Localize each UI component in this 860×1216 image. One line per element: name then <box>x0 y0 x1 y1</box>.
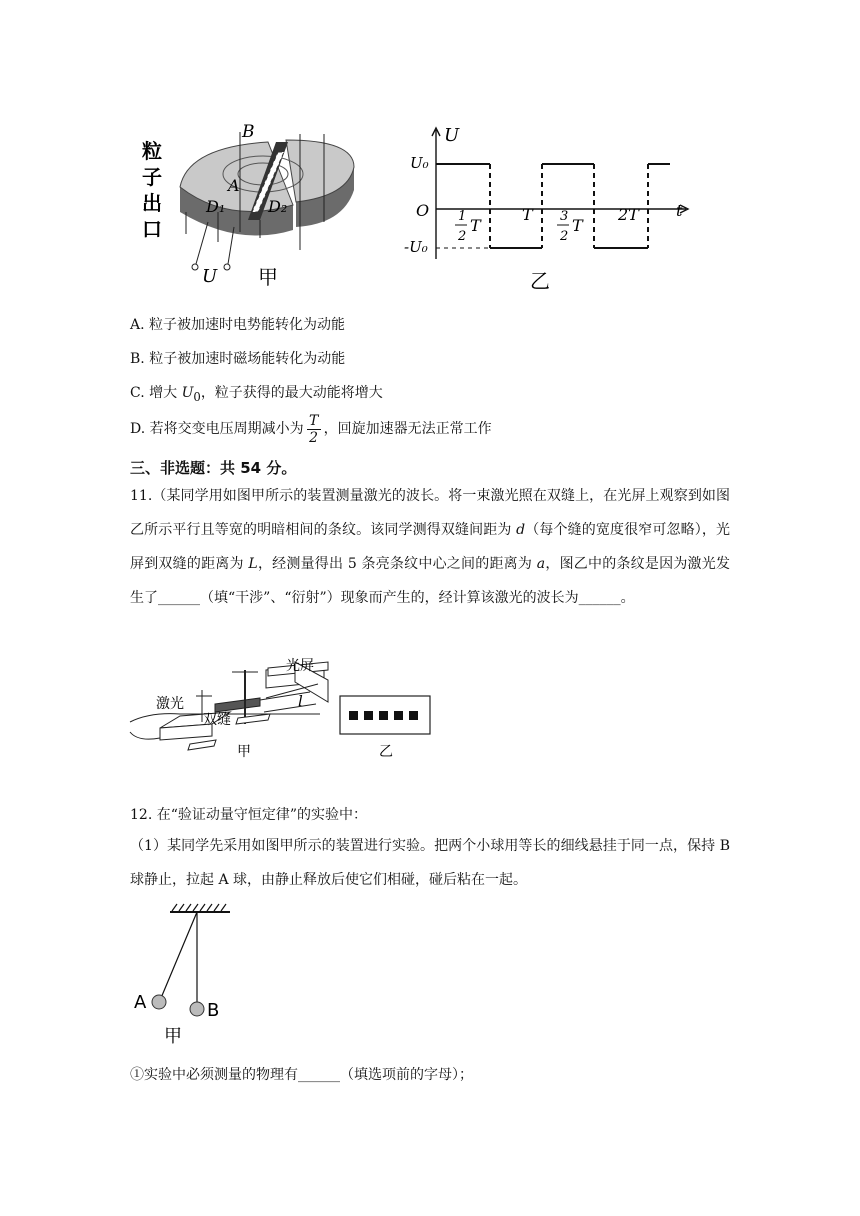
q11-var-L: L <box>248 556 258 572</box>
option-d-pre: 若将交变电压周期减小为 <box>149 421 304 437</box>
terminal <box>192 264 198 270</box>
ceiling-hatch <box>172 904 226 911</box>
option-c-pre: 增大 <box>149 385 182 401</box>
fringe-bright <box>394 711 403 720</box>
label-screen: 光屏 <box>286 658 314 674</box>
caption-yi-laser: 乙 <box>379 744 393 760</box>
option-b-text: 粒子被加速时磁场能转化为动能 <box>149 351 346 367</box>
tick-three-T: T <box>572 216 583 235</box>
cyclotron-figure <box>128 112 398 297</box>
option-c-sub: 0 <box>193 389 201 404</box>
label-U0: U₀ <box>410 154 429 172</box>
q11-var-d: d <box>516 522 526 538</box>
option-c <box>130 383 383 407</box>
tick-2T: 2T <box>618 205 639 224</box>
pendulum-figure <box>130 898 240 1048</box>
label-B: B <box>242 122 255 142</box>
option-a <box>130 315 345 335</box>
option-a-text: 粒子被加速时电势能转化为动能 <box>149 317 346 333</box>
caption-jia: 甲 <box>258 265 278 289</box>
tick-T: T <box>522 205 533 224</box>
q11-blank-2[interactable]: ______ <box>578 590 621 606</box>
tick-three-num: 3 <box>560 209 569 224</box>
q11-var-a: a <box>536 556 546 572</box>
label-laser: 激光 <box>156 696 184 712</box>
option-c-post: ，粒子获得的最大动能将增大 <box>200 385 383 401</box>
wire <box>196 222 208 264</box>
origin-label: O <box>416 201 430 220</box>
option-b <box>130 349 345 369</box>
tick-half-T: T <box>470 216 481 235</box>
q12-part1: （1）某同学先采用如图甲所示的装置进行实验。把两个小球用等长的细线悬挂于同一点，保持 B 球静止，拉起 A 球，由静止释放后使它们相碰，碰后粘在一起。 <box>130 838 730 888</box>
fringe-bright <box>364 711 373 720</box>
slit-base <box>236 714 270 724</box>
option-d <box>130 410 492 448</box>
fringe-bright <box>379 711 388 720</box>
frac-numerator: T <box>308 412 319 429</box>
tick-three-den: 2 <box>560 229 569 244</box>
outlet-label-1: 粒 <box>142 139 162 163</box>
q11-seg2: （每个缝的宽度很窄可忽略），光屏到双缝的距离为 <box>130 522 731 572</box>
q11-number: 11. <box>130 488 153 504</box>
label-D1: D₁ <box>206 197 226 216</box>
option-d-letter: D. <box>130 421 146 437</box>
outlet-label-4: 口 <box>142 217 162 241</box>
label-D2: D₂ <box>268 197 288 216</box>
string-a <box>161 912 197 998</box>
caption-jia-laser: 甲 <box>237 744 251 760</box>
terminal <box>224 264 230 270</box>
slit-holder <box>215 698 260 712</box>
rail <box>264 704 316 712</box>
outlet-label-2: 子 <box>142 165 162 189</box>
q11-seg4: ，图乙中的条纹是因为激光发生了 <box>130 556 730 606</box>
label-neg-U0: -U₀ <box>404 238 428 256</box>
voltage-figure <box>404 124 704 294</box>
frac-denominator: 2 <box>309 429 319 446</box>
option-d-fraction <box>307 413 321 446</box>
label-ball-b: B <box>207 1000 220 1021</box>
q12-sub1 <box>130 1065 473 1085</box>
option-d-post: ，回旋加速器无法正常工作 <box>323 421 492 437</box>
tick-half-den: 2 <box>458 229 467 244</box>
q12-sub1-post: （填选项前的字母）； <box>340 1067 473 1083</box>
axis-label-t: t <box>676 201 683 220</box>
option-a-letter: A. <box>130 317 145 333</box>
label-ball-a: A <box>134 992 147 1013</box>
caption-yi: 乙 <box>530 269 550 293</box>
q11-seg3: ，经测量得出 5 条亮条纹中心之间的距离为 <box>257 556 537 572</box>
q11-seg6: 。 <box>620 590 635 606</box>
option-c-letter: C. <box>130 385 145 401</box>
q11-seg5: （填“干涉”、“衍射”）现象而产生的，经计算该激光的波长为 <box>200 590 579 606</box>
axis-label-U: U <box>444 125 460 146</box>
caption-jia-pendulum: 甲 <box>164 1026 182 1047</box>
label-slit: 双缝 <box>203 712 231 728</box>
label-A: A <box>228 176 240 195</box>
laser-base <box>188 740 216 750</box>
ball-b <box>190 1002 204 1016</box>
label-l: l <box>298 692 303 710</box>
fringe-bright <box>349 711 358 720</box>
laser-figure <box>120 652 450 762</box>
q12-sub1-pre: ①实验中必须测量的物理有 <box>130 1067 298 1083</box>
option-b-letter: B. <box>130 351 145 367</box>
label-U: U <box>202 266 218 287</box>
outlet-label-3: 出 <box>142 191 162 215</box>
cable <box>130 732 160 739</box>
question-11 <box>130 479 730 615</box>
section-title: 三、非选题：共 54 分。 <box>130 459 297 477</box>
q12-sub1-blank[interactable]: ______ <box>298 1067 340 1083</box>
option-c-var: U <box>181 385 194 401</box>
ball-a <box>152 995 166 1009</box>
tick-half-num: 1 <box>458 209 467 224</box>
q11-seg1: （某同学用如图甲所示的装置测量激光的波长。将一束激光照在双缝上，在光屏上观察到如图乙所示平行且等宽的明暗相间的条纹。该同学测得双缝间距为 <box>130 488 730 538</box>
q12-title: 12. 在“验证动量守恒定律”的实验中： <box>130 807 368 823</box>
q11-blank-1[interactable]: ______ <box>158 590 200 606</box>
fringe-bright <box>409 711 418 720</box>
